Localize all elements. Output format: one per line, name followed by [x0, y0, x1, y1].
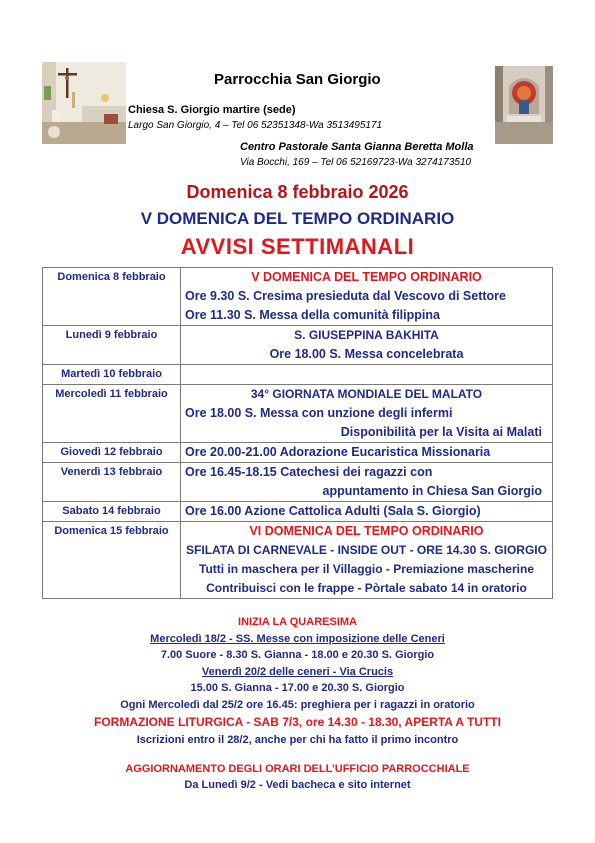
table-row: [43, 522, 553, 599]
event-line: appuntamento in Chiesa San Giorgio: [322, 484, 542, 498]
lent-title: INIZIA LA QUARESIMA: [238, 616, 357, 628]
bulletin-date: Domenica 8 febbraio 2026: [186, 182, 409, 202]
events-cell: [181, 268, 553, 326]
church-interior-photo-right: [495, 66, 553, 144]
events-cell: [181, 502, 553, 522]
events-cell: [181, 463, 553, 502]
event-line: 34° GIORNATA MONDIALE DEL MALATO: [250, 387, 483, 401]
event-line: Ore 18.00 S. Messa con unzione degli infermi: [185, 406, 453, 420]
church-name: Chiesa S. Giorgio martire (sede): [128, 104, 296, 116]
liturgical-sunday-title: V DOMENICA DEL TEMPO ORDINARIO: [140, 209, 455, 228]
weekly-notices-title: AVVISI SETTIMANALI: [180, 234, 415, 259]
stained-glass-image: [495, 66, 553, 144]
spacer: [0, 749, 595, 761]
wednesday-prayer-note: Ogni Mercoledì dal 25/2 ore 16.45: preghiera per i ragazzi in oratorio: [120, 698, 475, 711]
pastoral-center-name: Centro Pastorale Santa Gianna Beretta Molla: [240, 141, 474, 153]
ash-wednesday-line: Mercoledì 18/2 - SS. Messe con imposizione delle Ceneri: [150, 632, 445, 645]
event-line: Disponibilità per la Visita ai Malati: [340, 425, 542, 439]
liturgical-formation-note: Iscrizioni entro il 28/2, anche per chi ha fatto il primo incontro: [136, 734, 459, 746]
day-cell: Sabato 14 febbraio: [43, 502, 181, 522]
church-altar-image: [42, 62, 126, 144]
weekly-schedule-table: [42, 267, 553, 599]
events-cell: [181, 522, 553, 599]
event-line: Ore 11.30 S. Messa della comunità filippina: [185, 308, 440, 322]
event-line: Ore 16.45-18.15 Catechesi dei ragazzi con: [185, 465, 433, 479]
event-line: SFILATA DI CARNEVALE - INSIDE OUT - ORE 14.30 S. GIORGIO: [186, 543, 547, 557]
day-cell: Lunedì 9 febbraio: [43, 326, 181, 365]
church-interior-photo-left: [42, 62, 126, 144]
pastoral-center-address: Via Bocchi, 169 – Tel 06 52169723-Wa 3274173510: [240, 157, 472, 168]
event-line: VI DOMENICA DEL TEMPO ORDINARIO: [249, 524, 484, 538]
table-row: [43, 326, 553, 365]
office-hours-title: AGGIORNAMENTO DEGLI ORARI DELL’UFFICIO PARROCCHIALE: [125, 762, 470, 775]
event-line: Contribuisci con le frappe - Pòrtale sabato 14 in oratorio: [206, 581, 527, 595]
parish-name: Parrocchia San Giorgio: [214, 71, 381, 88]
office-hours-note: Da Lunedì 9/2 - Vedi bacheca e sito internet: [184, 779, 411, 791]
liturgical-formation-title: FORMAZIONE LITURGICA - SAB 7/3, ore 14.30 - 18.30, APERTA A TUTTI: [94, 715, 501, 729]
table-row: [43, 463, 553, 502]
day-cell: Venerdì 13 febbraio: [43, 463, 181, 502]
event-line: Tutti in maschera per il Villaggio - Premiazione mascherine: [199, 562, 534, 576]
event-line: S. GIUSEPPINA BAKHITA: [294, 328, 439, 342]
event-line: Ore 9.30 S. Cresima presieduta dal Vescovo di Settore: [185, 289, 506, 303]
event-line: V DOMENICA DEL TEMPO ORDINARIO: [251, 270, 482, 284]
event-line: [181, 365, 552, 384]
event-line: Ore 20.00-21.00 Adorazione Eucaristica Missionaria: [185, 445, 491, 459]
table-row: [43, 268, 553, 326]
day-cell: Mercoledì 11 febbraio: [43, 385, 181, 443]
event-line: Ore 18.00 S. Messa concelebrata: [269, 347, 464, 361]
ash-friday-line: Venerdì 20/2 delle ceneri - Via Crucis: [201, 665, 394, 678]
notes-section: [0, 614, 595, 794]
event-line: Ore 16.00 Azione Cattolica Adulti (Sala S. Giorgio): [185, 504, 481, 518]
events-cell: [181, 443, 553, 463]
table-row: [43, 502, 553, 522]
day-cell: Domenica 15 febbraio: [43, 522, 181, 599]
events-cell: [181, 385, 553, 443]
day-cell: Giovedì 12 febbraio: [43, 443, 181, 463]
table-row: [43, 443, 553, 463]
table-row: [43, 385, 553, 443]
day-cell: Martedì 10 febbraio: [43, 365, 181, 385]
ash-friday-times: 15.00 S. Gianna - 17.00 e 20.30 S. Giorgio: [190, 682, 405, 694]
church-address: Largo San Giorgio, 4 – Tel 06 52351348-Wa 3513495171: [128, 120, 383, 131]
day-cell: Domenica 8 febbraio: [43, 268, 181, 326]
events-cell: [181, 326, 553, 365]
events-cell: [181, 365, 553, 385]
ash-wednesday-times: 7.00 Suore - 8.30 S. Gianna - 18.00 e 20.30 S. Giorgio: [160, 649, 435, 661]
table-row: [43, 365, 553, 385]
